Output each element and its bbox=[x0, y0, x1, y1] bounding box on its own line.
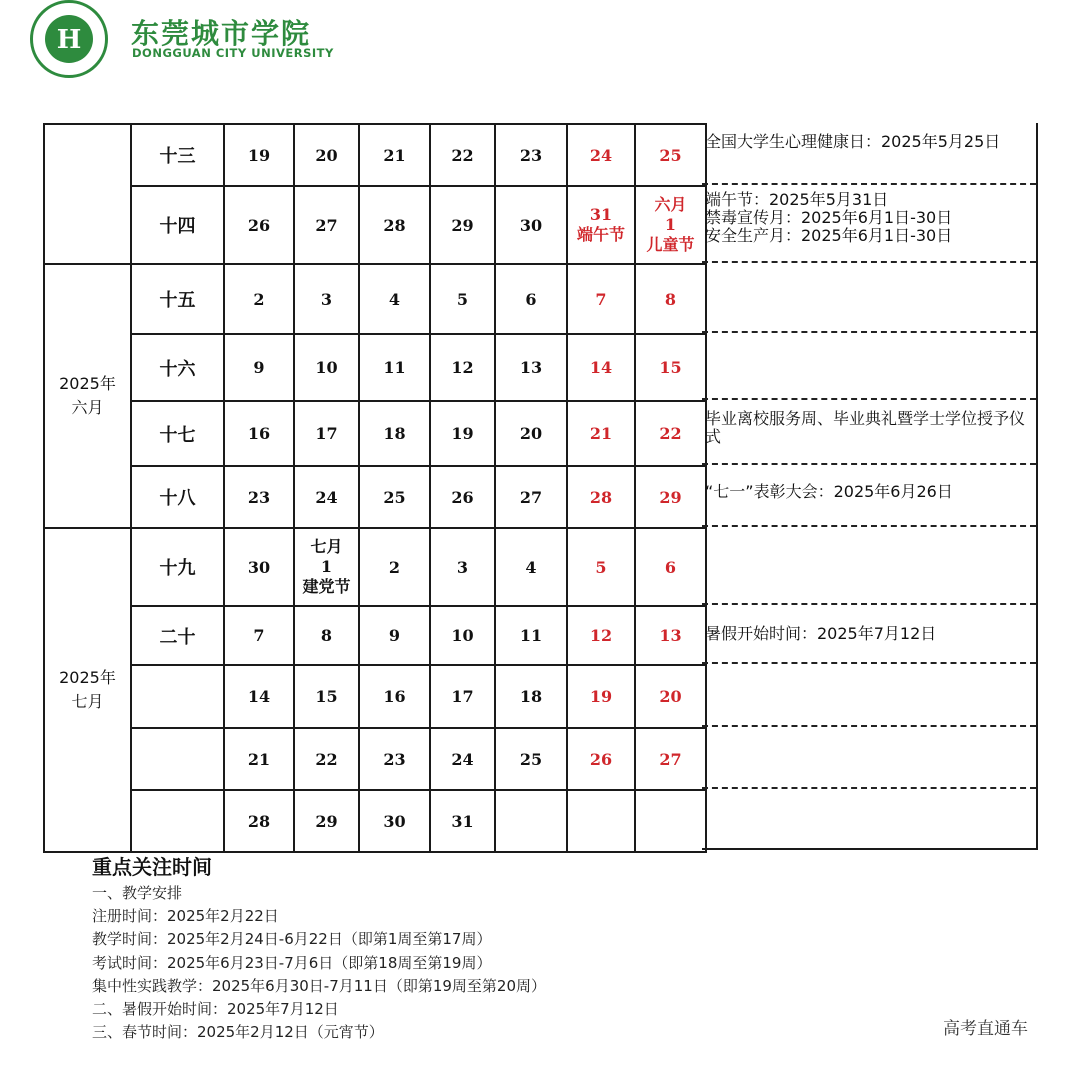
note-row bbox=[702, 465, 1036, 527]
day-cell: 4 bbox=[495, 528, 567, 606]
week-number: 十五 bbox=[131, 264, 224, 334]
day-cell: 15 bbox=[294, 665, 359, 728]
day-cell: 19 bbox=[224, 124, 294, 186]
table-right-border bbox=[1036, 123, 1038, 850]
calendar-table bbox=[43, 123, 707, 853]
key-dates-title: 重点关注时间 bbox=[92, 855, 212, 879]
day-cell: 14 bbox=[224, 665, 294, 728]
day-cell: 25 bbox=[359, 466, 430, 528]
watermark: 高考直通车 bbox=[943, 1019, 1028, 1039]
note-row bbox=[702, 789, 1036, 851]
day-cell: 3 bbox=[430, 528, 495, 606]
day-cell: 28 bbox=[359, 186, 430, 264]
weekend-day-cell: 8 bbox=[635, 264, 706, 334]
week-row bbox=[44, 466, 706, 528]
day-cell: 17 bbox=[430, 665, 495, 728]
weekend-day-cell: 24 bbox=[567, 124, 635, 186]
day-cell: 8 bbox=[294, 606, 359, 665]
school-name-cn: 东莞城市学院 bbox=[131, 17, 312, 50]
weekend-day-cell: 7 bbox=[567, 264, 635, 334]
note-row bbox=[702, 333, 1036, 400]
week-row bbox=[44, 124, 706, 186]
note-row bbox=[702, 263, 1036, 333]
weekend-day-cell: 13 bbox=[635, 606, 706, 665]
day-cell: 30 bbox=[224, 528, 294, 606]
school-name-en: DONGGUAN CITY UNIVERSITY bbox=[132, 46, 334, 60]
weekend-day-cell: 22 bbox=[635, 401, 706, 466]
note-row bbox=[702, 727, 1036, 789]
weekend-day-cell: 5 bbox=[567, 528, 635, 606]
day-cell: 11 bbox=[495, 606, 567, 665]
day-cell: 20 bbox=[495, 401, 567, 466]
weekend-day-cell bbox=[567, 790, 635, 852]
week-number bbox=[131, 728, 224, 790]
day-cell: 27 bbox=[495, 466, 567, 528]
day-cell: 4 bbox=[359, 264, 430, 334]
day-cell: 16 bbox=[224, 401, 294, 466]
weekend-day-cell: 25 bbox=[635, 124, 706, 186]
key-date-line: 注册时间：2025年2月22日 bbox=[92, 907, 279, 926]
day-cell: 10 bbox=[430, 606, 495, 665]
day-cell bbox=[495, 790, 567, 852]
day-cell: 30 bbox=[359, 790, 430, 852]
day-cell: 22 bbox=[430, 124, 495, 186]
day-cell: 22 bbox=[294, 728, 359, 790]
key-date-line: 三、春节时间：2025年2月12日（元宵节） bbox=[92, 1023, 384, 1042]
weekend-day-cell: 26 bbox=[567, 728, 635, 790]
day-cell: 7 bbox=[224, 606, 294, 665]
day-cell: 24 bbox=[294, 466, 359, 528]
month-label: 2025年 七月 bbox=[44, 528, 131, 852]
day-cell: 23 bbox=[359, 728, 430, 790]
week-row bbox=[44, 186, 706, 264]
day-cell: 5 bbox=[430, 264, 495, 334]
weekend-day-cell: 14 bbox=[567, 334, 635, 401]
day-cell: 17 bbox=[294, 401, 359, 466]
week-row bbox=[44, 728, 706, 790]
university-seal-icon: H bbox=[30, 0, 108, 78]
day-cell: 11 bbox=[359, 334, 430, 401]
note-text: 毕业离校服务周、毕业典礼暨学士学位授予仪式 bbox=[705, 409, 1026, 446]
day-cell: 31 bbox=[430, 790, 495, 852]
week-number: 十六 bbox=[131, 334, 224, 401]
key-date-line: 一、教学安排 bbox=[92, 884, 183, 902]
week-row bbox=[44, 790, 706, 852]
day-cell: 3 bbox=[294, 264, 359, 334]
week-number: 二十 bbox=[131, 606, 224, 665]
note-row bbox=[702, 185, 1036, 263]
weekend-day-cell: 28 bbox=[567, 466, 635, 528]
week-number: 十八 bbox=[131, 466, 224, 528]
day-cell: 26 bbox=[224, 186, 294, 264]
day-cell: 21 bbox=[359, 124, 430, 186]
note-row bbox=[702, 123, 1036, 185]
weekend-day-cell: 6 bbox=[635, 528, 706, 606]
day-cell: 9 bbox=[224, 334, 294, 401]
week-number: 十四 bbox=[131, 186, 224, 264]
key-date-line: 二、暑假开始时间：2025年7月12日 bbox=[92, 1000, 339, 1019]
day-cell: 29 bbox=[294, 790, 359, 852]
weekend-day-cell: 31 端午节 bbox=[567, 186, 635, 264]
weekend-day-cell bbox=[635, 790, 706, 852]
day-cell: 6 bbox=[495, 264, 567, 334]
day-cell: 13 bbox=[495, 334, 567, 401]
day-cell: 10 bbox=[294, 334, 359, 401]
week-row bbox=[44, 606, 706, 665]
day-cell: 21 bbox=[224, 728, 294, 790]
day-cell: 24 bbox=[430, 728, 495, 790]
weekend-day-cell: 29 bbox=[635, 466, 706, 528]
key-date-line: 集中性实践教学：2025年6月30日-7月11日（即第19周至第20周） bbox=[92, 976, 547, 995]
note-row bbox=[702, 527, 1036, 605]
weekend-day-cell: 27 bbox=[635, 728, 706, 790]
day-cell: 18 bbox=[495, 665, 567, 728]
day-cell: 23 bbox=[224, 466, 294, 528]
day-cell: 9 bbox=[359, 606, 430, 665]
note-row bbox=[702, 664, 1036, 727]
note-text: 端午节：2025年5月31日 禁毒宣传月：2025年6月1日-30日 安全生产月：2025年6月1日-30日 bbox=[705, 190, 953, 245]
day-cell: 七月 1 建党节 bbox=[294, 528, 359, 606]
day-cell: 18 bbox=[359, 401, 430, 466]
week-number bbox=[131, 665, 224, 728]
day-cell: 2 bbox=[359, 528, 430, 606]
week-number: 十七 bbox=[131, 401, 224, 466]
week-row bbox=[44, 528, 706, 606]
day-cell: 30 bbox=[495, 186, 567, 264]
week-number: 十三 bbox=[131, 124, 224, 186]
day-cell: 2 bbox=[224, 264, 294, 334]
day-cell: 20 bbox=[294, 124, 359, 186]
weekend-day-cell: 19 bbox=[567, 665, 635, 728]
weekend-day-cell: 20 bbox=[635, 665, 706, 728]
day-cell: 26 bbox=[430, 466, 495, 528]
week-row bbox=[44, 264, 706, 334]
day-cell: 28 bbox=[224, 790, 294, 852]
day-cell: 25 bbox=[495, 728, 567, 790]
day-cell: 16 bbox=[359, 665, 430, 728]
week-row bbox=[44, 401, 706, 466]
day-cell: 23 bbox=[495, 124, 567, 186]
table-bottom-border bbox=[702, 848, 1038, 850]
note-text: 暑假开始时间：2025年7月12日 bbox=[705, 624, 937, 643]
week-row bbox=[44, 334, 706, 401]
week-number: 十九 bbox=[131, 528, 224, 606]
weekend-day-cell: 12 bbox=[567, 606, 635, 665]
weekend-day-cell: 21 bbox=[567, 401, 635, 466]
day-cell: 19 bbox=[430, 401, 495, 466]
day-cell: 12 bbox=[430, 334, 495, 401]
month-cell-may bbox=[44, 124, 131, 264]
key-date-line: 教学时间：2025年2月24日-6月22日（即第1周至第17周） bbox=[92, 930, 492, 949]
weekend-day-cell: 15 bbox=[635, 334, 706, 401]
day-cell: 29 bbox=[430, 186, 495, 264]
key-date-line: 考试时间：2025年6月23日-7月6日（即第18周至第19周） bbox=[92, 953, 492, 972]
note-text: “七一”表彰大会：2025年6月26日 bbox=[705, 482, 953, 501]
day-cell: 27 bbox=[294, 186, 359, 264]
month-label: 2025年 六月 bbox=[44, 264, 131, 528]
note-text: 全国大学生心理健康日：2025年5月25日 bbox=[705, 132, 1001, 151]
weekend-day-cell: 六月 1 儿童节 bbox=[635, 186, 706, 264]
university-logo bbox=[26, 0, 334, 82]
note-row bbox=[702, 400, 1036, 465]
note-row bbox=[702, 605, 1036, 664]
week-number bbox=[131, 790, 224, 852]
key-dates-section bbox=[92, 852, 546, 1044]
week-row bbox=[44, 665, 706, 728]
